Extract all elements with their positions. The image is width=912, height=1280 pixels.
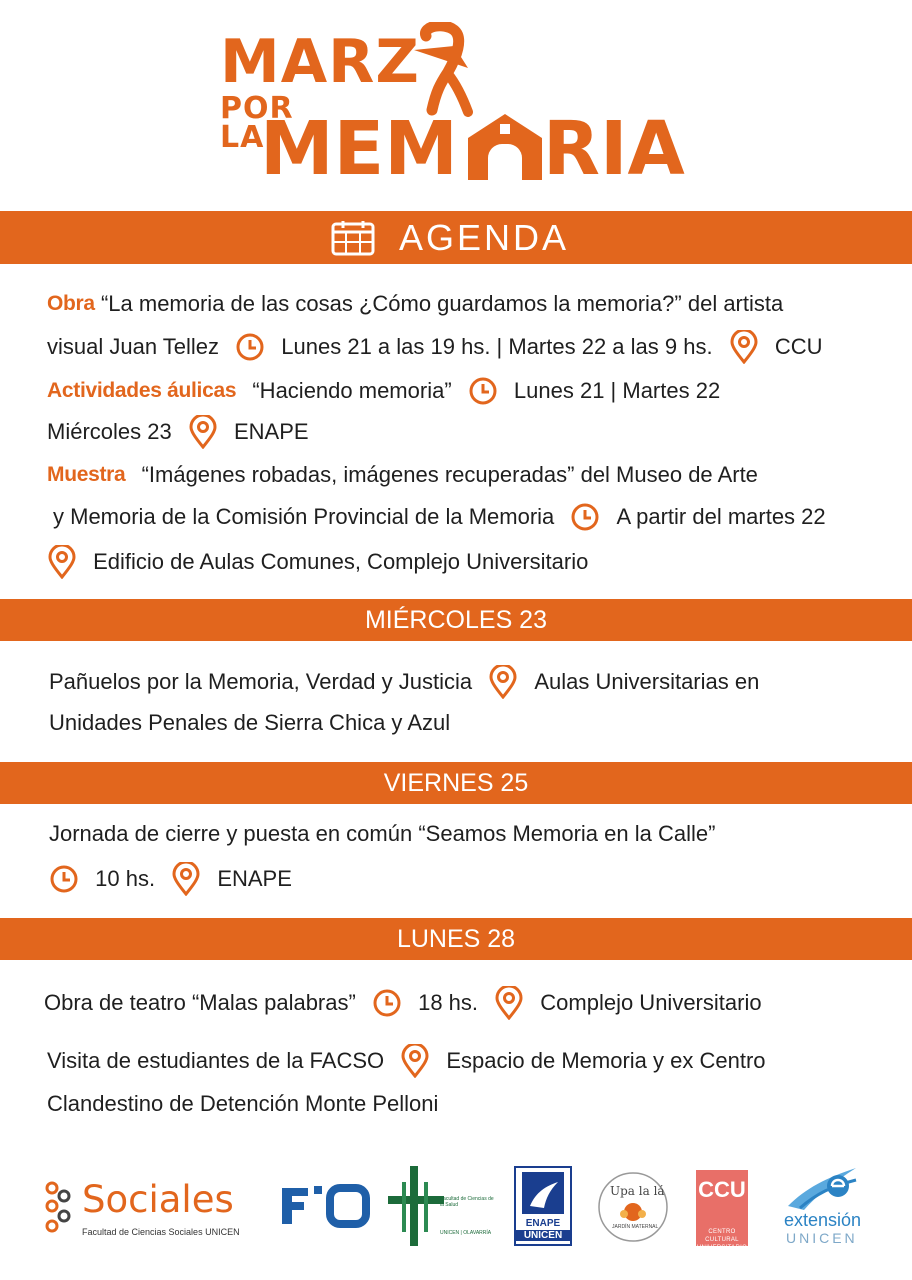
clock-icon	[468, 376, 498, 406]
sociales-logo-subtitle: Facultad de Ciencias Sociales UNICEN	[82, 1227, 240, 1237]
miercoles-place2: Unidades Penales de Sierra Chica y Azul	[49, 710, 451, 736]
enape-logo	[514, 1166, 572, 1246]
ccu-logo-text: CCU	[698, 1177, 746, 1202]
muestra-time: A partir del martes 22	[616, 504, 826, 530]
keyword-muestra: Muestra	[47, 463, 126, 487]
keyword-actividades: Actividades áulicas	[47, 379, 237, 403]
viernes-event: Jornada de cierre y puesta en común “Seamos Memoria en la Calle”	[49, 821, 716, 847]
lunes-event2-line1	[47, 1044, 766, 1074]
enape-bird-icon	[522, 1172, 564, 1214]
actividades-time2: Miércoles 23	[47, 419, 172, 444]
day-band-miercoles: MIÉRCOLES 23	[0, 599, 912, 641]
viernes-line1	[49, 818, 715, 848]
location-pin-icon	[494, 986, 524, 1020]
keyword-obra: Obra	[47, 292, 95, 316]
actividades-time: Lunes 21 | Martes 22	[513, 378, 721, 404]
sponsor-logos	[0, 1160, 912, 1260]
lunes-event2-place2: Clandestino de Detención Monte Pelloni	[47, 1091, 439, 1117]
salud-logo-subtitle: UNICEN | OLAVARRÍA	[440, 1230, 492, 1236]
location-pin-icon	[729, 330, 759, 364]
agenda-item-muestra-line2	[53, 501, 826, 531]
title-marz: MARZ	[220, 27, 420, 97]
location-pin-icon	[188, 415, 218, 449]
upa-la-la-text: Upa la lá	[610, 1184, 665, 1198]
agenda-item-actividades-line1	[47, 375, 720, 405]
calendar-icon	[331, 220, 375, 256]
obra-title: “La memoria de las cosas ¿Cómo guardamos la memoria?” del artista	[100, 291, 784, 317]
lunes-event2-place: Espacio de Memoria y ex Centro	[446, 1048, 766, 1073]
location-pin-icon	[400, 1044, 430, 1078]
agenda-item-obra-line1	[47, 288, 783, 318]
lunes-event1-place: Complejo Universitario	[540, 990, 762, 1015]
fio-logo	[278, 1180, 370, 1230]
upa-la-la-subtitle: JARDÍN MATERNAL	[612, 1224, 659, 1230]
salud-logo-text: Facultad de Ciencias de la Salud	[440, 1196, 494, 1208]
agenda-item-actividades-line2	[47, 415, 309, 445]
lunes-event2-line2	[47, 1088, 438, 1118]
miercoles-line1	[49, 665, 759, 695]
lunes-event2-title: Visita de estudiantes de la FACSO	[47, 1048, 385, 1073]
enape-logo-subtitle: UNICEN	[516, 1230, 570, 1241]
title-por: POR	[220, 91, 294, 126]
extension-logo-icon	[786, 1162, 860, 1212]
extension-logo-subtitle: UNICEN	[786, 1230, 858, 1246]
location-pin-icon	[171, 862, 201, 896]
memory-ribbon-icon	[410, 22, 480, 117]
actividades-title: “Haciendo memoria”	[252, 378, 452, 404]
muestra-title: “Imágenes robadas, imágenes recuperadas” del Museo de Arte	[141, 462, 758, 488]
clock-icon	[372, 988, 402, 1018]
clock-icon	[49, 864, 79, 894]
agenda-item-obra-line2	[47, 330, 823, 360]
ccu-logo-subtitle: CENTRO CULTURAL UNIVERSITARIO	[696, 1229, 748, 1251]
day-band-viernes: VIERNES 25	[0, 762, 912, 804]
event-title	[0, 0, 912, 200]
ccu-logo	[696, 1170, 748, 1251]
salud-cross-logo	[388, 1164, 448, 1250]
title-la: LA	[220, 120, 265, 155]
memory-house-icon	[462, 110, 548, 182]
muestra-place: Edificio de Aulas Comunes, Complejo Universitario	[93, 549, 589, 574]
obra-artist: visual Juan Tellez	[47, 334, 220, 359]
viernes-line2	[49, 862, 292, 892]
actividades-place: ENAPE	[233, 419, 309, 444]
day-band-lunes: LUNES 28	[0, 918, 912, 960]
clock-icon	[570, 502, 600, 532]
miercoles-event: Pañuelos por la Memoria, Verdad y Justicia	[49, 669, 473, 694]
obra-time: Lunes 21 a las 19 hs. | Martes 22 a las 9 hs.	[281, 334, 713, 359]
extension-logo-text: extensión	[784, 1210, 862, 1230]
miercoles-place: Aulas Universitarias en	[534, 669, 760, 694]
location-pin-icon	[47, 545, 77, 579]
title-mem: MEM	[260, 106, 458, 192]
clock-icon	[235, 332, 265, 362]
viernes-place: ENAPE	[217, 866, 292, 891]
miercoles-line2	[49, 707, 450, 737]
agenda-heading: AGENDA	[398, 217, 570, 258]
sociales-logo: Sociales	[82, 1178, 234, 1221]
viernes-time: 10 hs.	[95, 866, 156, 891]
lunes-event1-title: Obra de teatro “Malas palabras”	[44, 990, 356, 1015]
title-ria: RIA	[543, 106, 685, 192]
location-pin-icon	[488, 665, 518, 699]
agenda-band	[0, 211, 912, 264]
obra-place: CCU	[774, 334, 823, 359]
muestra-organizer: y Memoria de la Comisión Provincial de la Memoria	[53, 504, 555, 530]
sociales-mark-icon	[42, 1180, 74, 1236]
agenda-item-muestra-line1	[47, 459, 758, 489]
lunes-event1-time: 18 hs.	[418, 990, 479, 1015]
enape-logo-text: ENAPE	[525, 1218, 561, 1229]
agenda-item-muestra-line3	[47, 545, 588, 575]
lunes-event1	[44, 986, 762, 1016]
upa-la-la-logo	[596, 1170, 670, 1244]
